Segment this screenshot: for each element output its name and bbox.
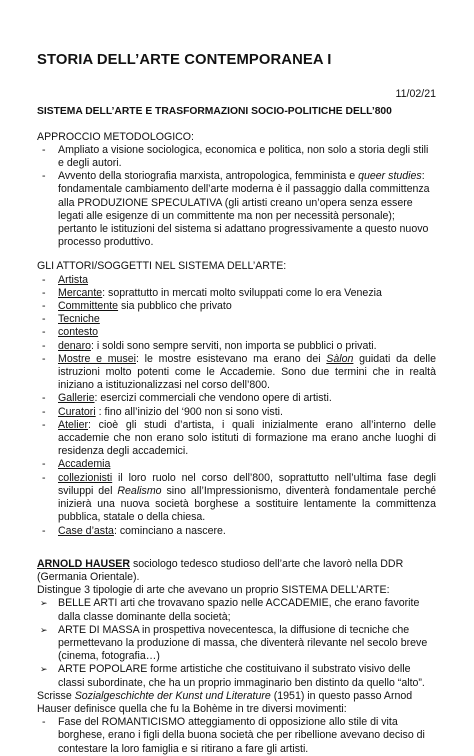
hauser-scrisse: Scrisse Sozialgeschichte der Kunst und Literature (1951) in questo passo Arnod Hauser definisce quella che fu la Bohème in tre diversi movimenti:: [37, 689, 413, 715]
attori-item-mostre: - Mostre e musei: le mostre esistevano ma erano dei Sàlon guidati da delle istruzioni molto potenti come le Accademie. Sono due termini che in realtà iniziano a istituzionalizzasi nel corso dell’800.: [42, 352, 436, 392]
hauser-tipologie: Distingue 3 tipologie di arte che avevano un proprio SISTEMA DELL’ARTE:: [37, 584, 390, 597]
attori-section: [37, 260, 436, 537]
arti-item-arte-di-massa: ➢ ARTE DI MASSA in prospettiva novecentesca, la diffusione di tecniche che permettevano la produzione di massa, che diventerà rilevante nel secolo breve (cinema, fotografia…): [40, 623, 428, 663]
arrow-bullet-icon: ➢: [40, 598, 48, 609]
attori-item-gallerie: - Gallerie: esercizi commerciali che vendono opere di artisti.: [42, 392, 332, 405]
attori-item-case-asta: - Case d’asta: cominciano a nascere.: [42, 524, 226, 537]
arrow-bullet-icon: ➢: [40, 624, 48, 635]
approccio-list: [37, 144, 436, 250]
movimento-item-romanticismo: - Fase del ROMANTICISMO atteggiamento di opposizione allo stile di vita borghese, erano i figli della buona società che per ribellione avevano deciso di contestare la loro famiglia e si ritirano a fare gli artisti.: [42, 716, 425, 755]
attori-item-atelier: - Atelier: cioè gli studi d’artista, i quali inizialmente erano all’interno delle accademie che non erano solo istituti di formazione ma erano anche luoghi di residenza degli accademici.: [42, 418, 436, 458]
arrow-bullet-icon: ➢: [40, 664, 48, 675]
attori-item-collezionisti: - collezionisti il loro ruolo nel corso dell’800, soprattutto nell’ultima fase degli sviluppi del Realismo sino all’Impressionismo, diventerà fondamentale perché inizierà una nuova società borghese a sostituire lentamente la committenza pubblica, statale o della chiesa.: [42, 471, 436, 524]
dash-bullet: -: [42, 170, 46, 183]
movimenti-list: [37, 716, 436, 756]
section-heading: SISTEMA DELL’ARTE E TRASFORMAZIONI SOCIO-POLITICHE DELL’800: [37, 106, 392, 118]
attori-item-denaro: - denaro: i soldi sono sempre serviti, non importa se pubblici o privati.: [42, 339, 377, 352]
attori-list: [37, 274, 436, 538]
arti-item-belle-arti: ➢ BELLE ARTI arti che trovavano spazio nelle ACCADEMIE, che erano favorite dalla classe dominante della società;: [40, 597, 420, 623]
dash-bullet: -: [42, 143, 46, 156]
hauser-section: [37, 558, 436, 756]
attori-heading: GLI ATTORI/SOGGETTI NEL SISTEMA DELL’ARTE:: [37, 260, 287, 273]
hauser-name: ARNOLD HAUSER: [37, 557, 130, 570]
hauser-intro: ARNOLD HAUSER sociologo tedesco studioso dell’arte che lavorò nella DDR (Germania Orientale).: [37, 557, 404, 583]
approccio-item-2: - Avvento della storiografia marxista, antropologica, femminista e queer studies: fondamentale cambiamento dell’arte moderna è il passaggio dalla committenza alla PRODUZIONE SPECULATIVA (gli artisti creano un’opera senza essere legati alle esigenze di un committente ma non per necessità personale); pertanto le istituzioni del sistema si adattano progressivamente a questo nuovo processo produttivo.: [42, 170, 430, 249]
attori-item-committente: - Committente sia pubblico che privato: [42, 300, 232, 313]
page-title: STORIA DELL’ARTE CONTEMPORANEA I: [37, 52, 332, 68]
attori-item-contesto: - contesto: [42, 326, 99, 339]
arti-list: [37, 597, 436, 689]
attori-item-accademia: - Accademia: [42, 458, 111, 471]
arti-item-arte-popolare: ➢ ARTE POPOLARE forme artistiche che costituivano il substrato visivo delle classi subordinate, che ha un proprio immaginario ben distinto da quello “alto”.: [40, 663, 425, 689]
approccio-item-1: - Ampliato a visione sociologica, economica e politica, non solo a storia degli stili e degli autori.: [42, 143, 429, 170]
attori-item-tecniche: - Tecniche: [42, 313, 100, 326]
lecture-date: 11/02/21: [395, 88, 436, 101]
approccio-heading: APPROCCIO METODOLOGICO:: [37, 130, 194, 143]
approccio-section: [37, 131, 436, 250]
attori-item-artista: - Artista: [42, 273, 89, 286]
attori-item-mercante: - Mercante: soprattutto in mercati molto sviluppati come lo era Venezia: [42, 286, 382, 299]
attori-item-curatori: - Curatori : fino all’inizio del ‘900 non si sono visti.: [42, 405, 283, 418]
